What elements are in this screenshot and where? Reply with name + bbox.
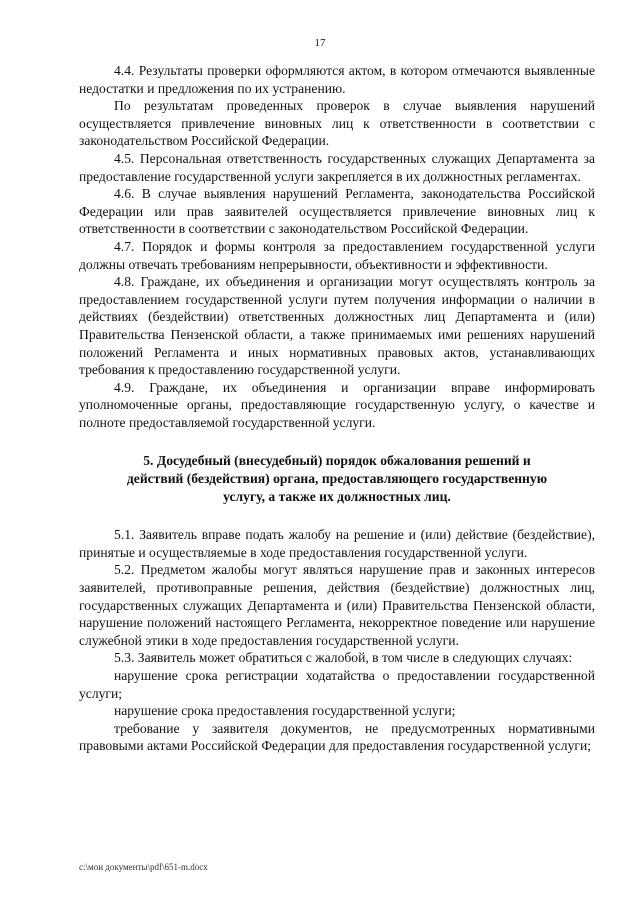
- page-number: 17: [314, 37, 326, 49]
- heading-line-2: действий (бездействия) органа, предоставляющего государственную: [126, 471, 548, 487]
- heading-line-1: 5. Досудебный (внесудебный) порядок обжалования решений и: [143, 453, 531, 469]
- paragraph-4-7: 4.7. Порядок и формы контроля за предоставлением государственной услуги должны отвечать требованиям непрерывности, объективности и эффективности.: [79, 238, 595, 272]
- paragraph-4-8: 4.8. Граждане, их объединения и организации могут осуществлять контроль за предоставлением государственной услуги путем получения информации о наличии в действиях (бездействии) ответственных должностных лиц Департамента и (или) Правительства Пензенской области, а также принимаемых ими решениях нарушений положений Регламента и иных нормативных правовых актов, устанавливающих требования к предоставлению государственной услуги.: [79, 274, 595, 378]
- paragraph-4-4-results: По результатам проведенных проверок в случае выявления нарушений осуществляется привлечение виновных лиц к ответственности в соответствии с законодательством Российской Федерации.: [79, 98, 595, 149]
- heading-line-3: услугу, а также их должностных лиц.: [223, 488, 451, 504]
- paragraph-5-2: 5.2. Предметом жалобы могут являться нарушение прав и законных интересов заявителей, противоправные решения, действия (бездействие) должностных лиц, государственных служащих Департамента и (или) Правительства Пензенской области, нарушение положений настоящего Регламента, некорректное поведение или нарушение служебной этики в ходе предоставления государственной услуги.: [79, 562, 595, 648]
- case-service-deadline: нарушение срока предоставления государственной услуги;: [114, 703, 456, 719]
- document-body: [79, 62, 595, 755]
- section-5-heading: [79, 452, 595, 505]
- case-documents-requirement: требование у заявителя документов, не предусмотренных нормативными правовыми актами Российской Федерации для предоставления государственной услуги;: [79, 720, 595, 754]
- paragraph-4-5: 4.5. Персональная ответственность государственных служащих Департамента за предоставление государственной услуги закрепляется в их должностных регламентах.: [79, 150, 595, 184]
- paragraph-4-4: 4.4. Результаты проверки оформляются актом, в котором отмечаются выявленные недостатки и предложения по их устранению.: [79, 63, 595, 96]
- paragraph-4-9: 4.9. Граждане, их объединения и организации вправе информировать уполномоченные органы, предоставляющие государственную услугу, о качестве и полноте предоставляемой государственной услуги.: [79, 379, 595, 430]
- case-registration-deadline: нарушение срока регистрации ходатайства о предоставлении государственной услуги;: [79, 668, 595, 701]
- file-path-footer: c:\мои документы\pdf\651-m.docx: [79, 862, 208, 872]
- paragraph-5-1: 5.1. Заявитель вправе подать жалобу на решение и (или) действие (бездействие), принятые и осуществляемые в ходе предоставления государственной услуги.: [79, 527, 595, 560]
- paragraph-4-6: 4.6. В случае выявления нарушений Регламента, законодательства Российской Федерации или прав заявителей осуществляется привлечение виновных лиц к ответственности в соответствии с законодательством Российской Федерации.: [79, 186, 595, 237]
- paragraph-5-3: 5.3. Заявитель может обратиться с жалобой, в том числе в следующих случаях:: [114, 650, 573, 666]
